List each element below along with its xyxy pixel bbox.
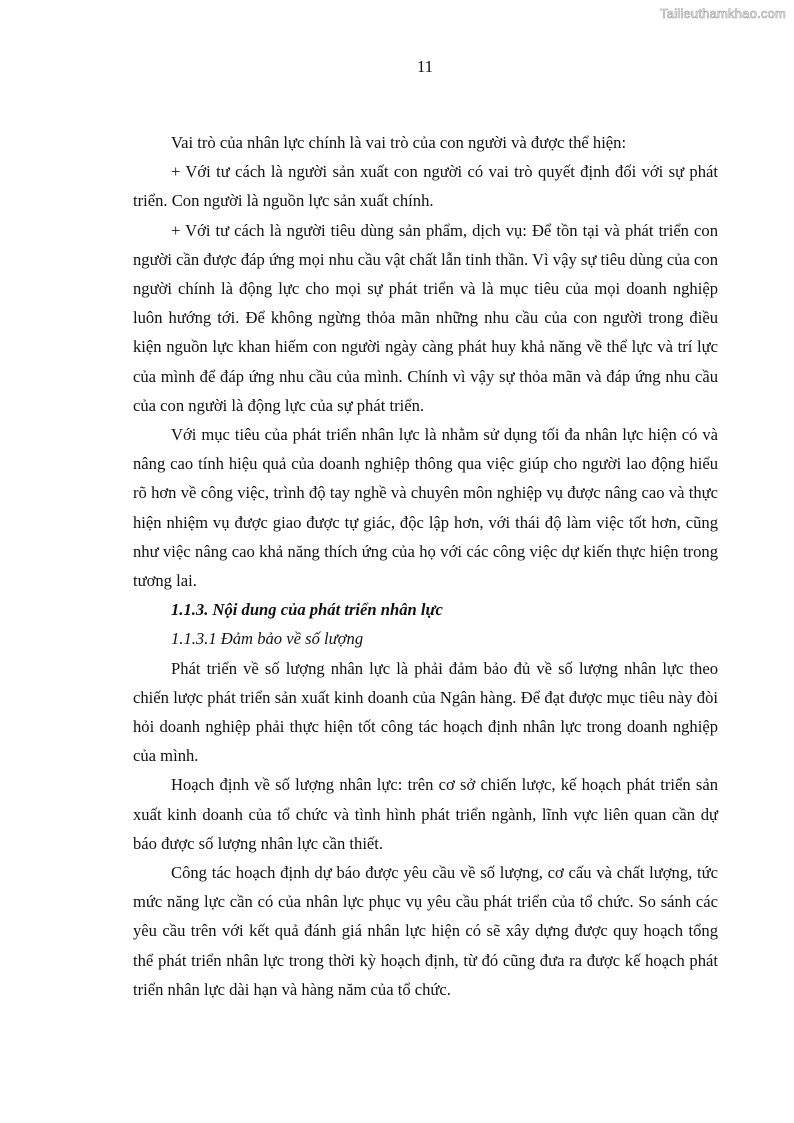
document-body [133, 128, 718, 1004]
paragraph-forecast: Công tác hoạch định dự báo được yêu cầu về số lượng, cơ cấu và chất lượng, tức mức năng lực cần có của nhân lực phục vụ yêu cầu phát triển của tổ chức. So sánh các yêu cầu trên với kết quả đánh giá nhân lực hiện có sẽ xây dựng được quy hoạch tổng thể phát triển nhân lực trong thời kỳ hoạch định, từ đó cũng đưa ra được kế hoạch phát triển nhân lực dài hạn và hàng năm của tổ chức. [133, 863, 718, 999]
paragraph-consumer-role: + Với tư cách là người tiêu dùng sản phẩm, dịch vụ: Để tồn tại và phát triển con người cần được đáp ứng mọi nhu cầu vật chất lẫn tinh thần. Vì vậy sự tiêu dùng của con người chính là động lực cho mọi sự phát triển và là mục tiêu của mọi doanh nghiệp luôn hướng tới. Để không ngừng thỏa mãn những nhu cầu của con người trong điều kiện nguồn lực khan hiếm con người ngày càng phát huy khả năng về thể lực và trí lực của mình để đáp ứng nhu cầu của mình. Chính vì vậy sự thỏa mãn và đáp ứng nhu cầu của con người là động lực của sự phát triển. [133, 220, 719, 415]
watermark: Tailieuthamkhao.com [660, 6, 786, 21]
paragraph-development-goal: Với mục tiêu của phát triển nhân lực là nhằm sử dụng tối đa nhân lực hiện có và nâng cao tính hiệu quả của doanh nghiệp thông qua việc giúp cho người lao động hiểu rõ hơn về công việc, trình độ tay nghề và chuyên môn nghiệp vụ được nâng cao và thực hiện nhiệm vụ được giao được tự giác, độc lập hơn, với thái độ làm việc tốt hơn, cũng như việc nâng cao khả năng thích ứng của họ với các công việc dự kiến thực hiện trong tương lai. [133, 425, 718, 591]
page-number: 11 [416, 57, 434, 76]
section-heading: 1.1.3. Nội dung của phát triển nhân lực [171, 600, 443, 620]
paragraph-quantity: Phát triển về số lượng nhân lực là phải đảm bảo đủ về số lượng nhân lực theo chiến lược phát triển sản xuất kinh doanh của Ngân hàng. Để đạt được mục tiêu này đòi hỏi doanh nghiệp phải thực hiện tốt công tác hoạch định nhân lực trong doanh nghiệp của mình. [133, 658, 718, 766]
paragraph-producer-role: + Với tư cách là người sản xuất con người có vai trò quyết định đối với sự phát triển. Con người là nguồn lực sản xuất chính. [133, 162, 718, 211]
subsection-heading: 1.1.3.1 Đảm bảo về số lượng [171, 629, 364, 649]
paragraph-intro: Vai trò của nhân lực chính là vai trò của con người và được thể hiện: [171, 133, 627, 152]
paragraph-planning: Hoạch định về số lượng nhân lực: trên cơ sở chiến lược, kế hoạch phát triển sản xuất kinh doanh của tổ chức và tình hình phát triển ngành, lĩnh vực liên quan cần dự báo được số lượng nhân lực cần thiết. [133, 775, 718, 853]
